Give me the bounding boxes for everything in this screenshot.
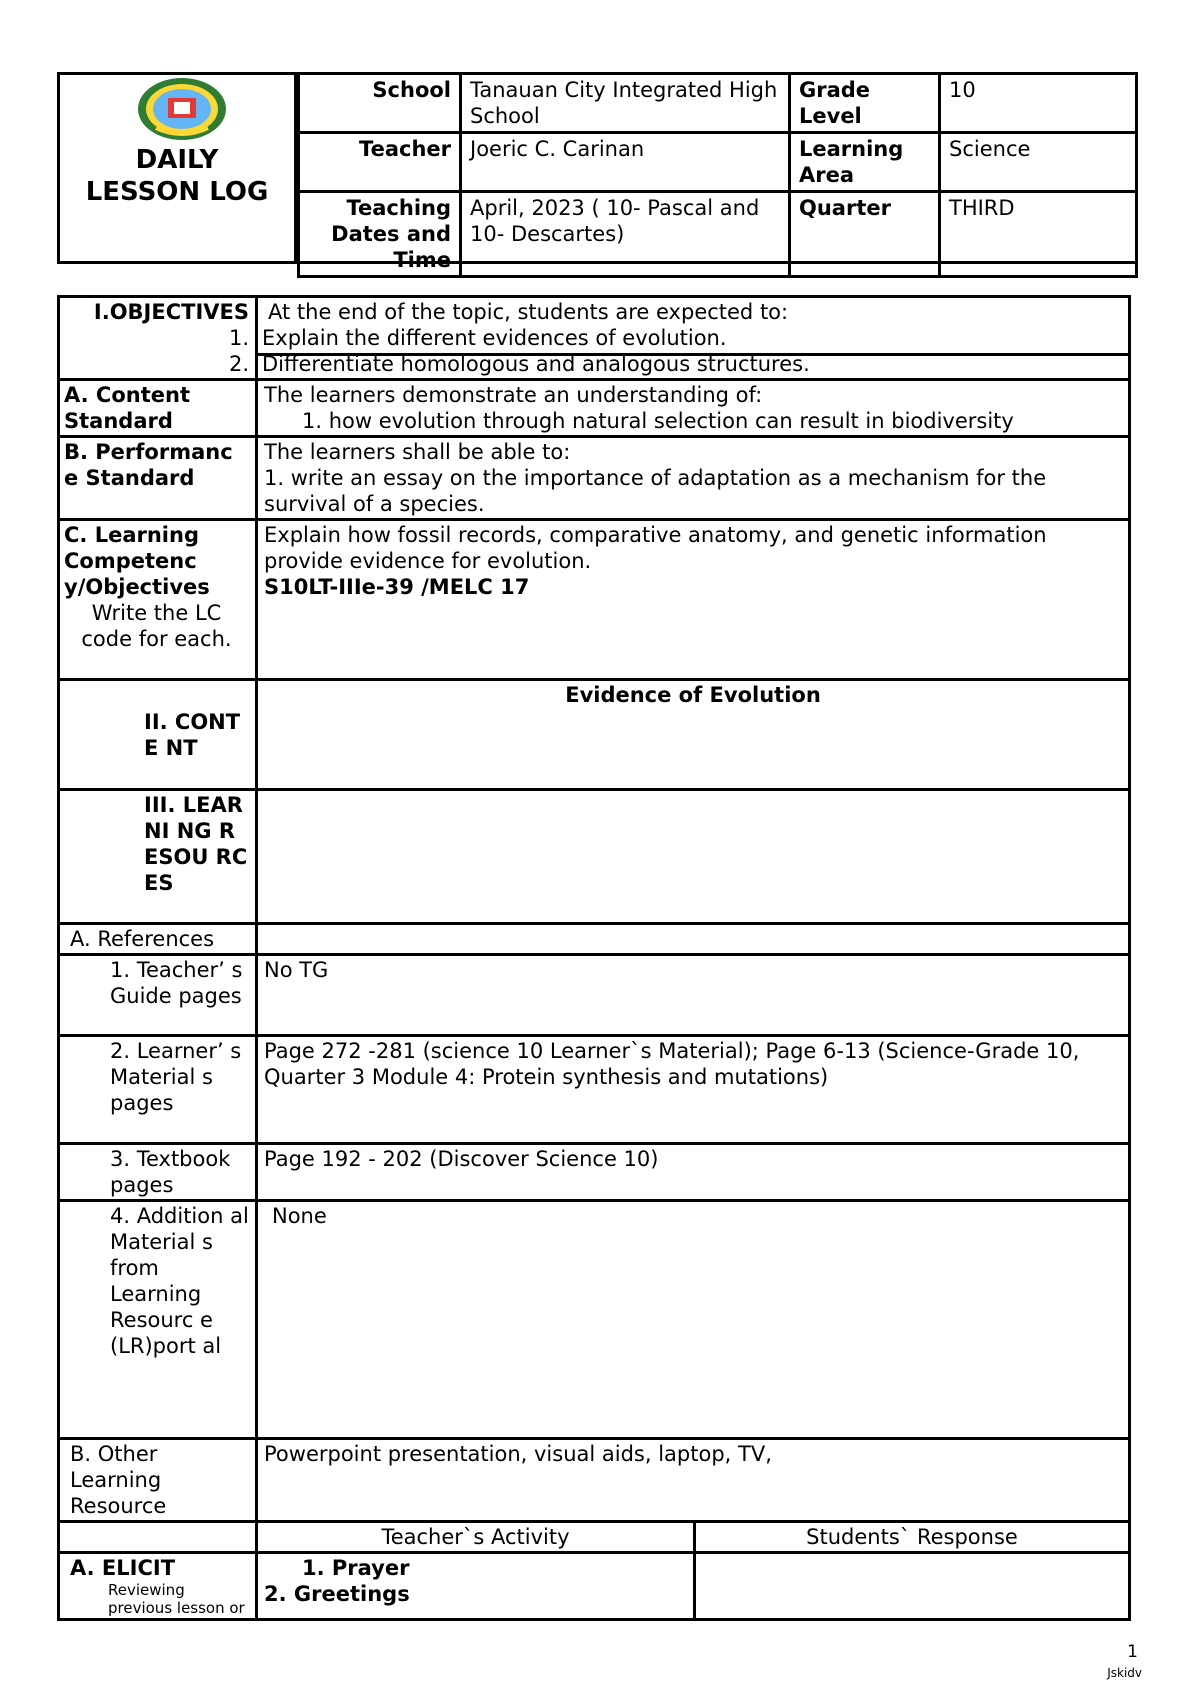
tb-label: 3. Textbook pages bbox=[59, 1144, 257, 1201]
document-title bbox=[57, 144, 297, 208]
content-standard-line-1: The learners demonstrate an understanding of: bbox=[264, 383, 763, 407]
competencies-text: Explain how fossil records, comparative anatomy, and genetic information provide evidence for evolution. bbox=[264, 523, 1047, 573]
dates-label: Teaching Dates and Time bbox=[299, 192, 461, 277]
references-empty bbox=[257, 924, 1130, 955]
objectives-intro: At the end of the topic, students are expected to: bbox=[268, 300, 789, 324]
content-standard-value bbox=[257, 380, 1130, 437]
objectives-label-cell bbox=[59, 297, 257, 380]
elicit-label: A. ELICIT bbox=[70, 1556, 176, 1580]
dates-value: April, 2023 ( 10- Pascal and 10- Descartes) bbox=[461, 192, 790, 277]
objective-2-number: 2. bbox=[228, 352, 249, 376]
additional-value: None bbox=[257, 1201, 1130, 1439]
teacher-label: Teacher bbox=[299, 133, 461, 192]
performance-standard-line-2: 1. write an essay on the importance of adaptation as a mechanism for the survival of a species. bbox=[264, 466, 1047, 516]
tg-label: 1. Teacher’ s Guide pages bbox=[59, 955, 257, 1036]
other-resources-value: Powerpoint presentation, visual aids, laptop, TV, bbox=[257, 1439, 1130, 1522]
content-standard-label: A. Content Standard bbox=[59, 380, 257, 437]
objectives-label: I.OBJECTIVES bbox=[93, 300, 249, 324]
school-label: School bbox=[299, 74, 461, 133]
lm-label: 2. Learner’ s Material s pages bbox=[59, 1036, 257, 1144]
title-line-2: LESSON LOG bbox=[85, 177, 269, 207]
elicit-label-cell bbox=[59, 1553, 257, 1620]
resources-label: III. LEARNI NG RESOU RCES bbox=[59, 790, 257, 924]
procedure-header-empty bbox=[59, 1522, 257, 1553]
footer-tag: Jskidv bbox=[1107, 1666, 1142, 1680]
objective-1-number: 1. bbox=[228, 326, 249, 350]
header-info-grid bbox=[297, 72, 1138, 272]
tg-value: No TG bbox=[257, 955, 1130, 1036]
competencies-sublabel: Write the LC code for each. bbox=[81, 601, 232, 651]
lm-value: Page 272 -281 (science 10 Learner`s Material); Page 6-13 (Science-Grade 10, Quarter 3 Module 4: Protein synthesis and mutations) bbox=[257, 1036, 1130, 1144]
grade-value: 10 bbox=[940, 74, 1137, 133]
other-resources-label: B. Other Learning Resource bbox=[59, 1439, 257, 1522]
competencies-label: C. Learning Competenc y/Objectives bbox=[64, 523, 210, 599]
competencies-value bbox=[257, 520, 1130, 680]
competencies-code: S10LT-IIIe-39 /MELC 17 bbox=[264, 575, 530, 599]
objective-2: Differentiate homologous and analogous structures. bbox=[262, 352, 810, 376]
student-response-header: Students` Response bbox=[695, 1522, 1130, 1553]
tb-value: Page 192 - 202 (Discover Science 10) bbox=[257, 1144, 1130, 1201]
elicit-student-response bbox=[695, 1553, 1130, 1620]
title-line-1: DAILY bbox=[135, 145, 219, 175]
quarter-value: THIRD bbox=[940, 192, 1137, 277]
school-value: Tanauan City Integrated High School bbox=[461, 74, 790, 133]
teacher-activity-header: Teacher`s Activity bbox=[257, 1522, 695, 1553]
school-seal-icon bbox=[136, 76, 228, 142]
elicit-teacher-activity bbox=[257, 1553, 695, 1620]
objective-1: Explain the different evidences of evolution. bbox=[262, 326, 727, 350]
content-label: II. CONTE NT bbox=[59, 680, 257, 790]
page-number: 1 bbox=[1127, 1642, 1138, 1662]
performance-standard-line-1: The learners shall be able to: bbox=[264, 440, 571, 464]
resources-empty bbox=[257, 790, 1130, 924]
step-prayer: 1. Prayer bbox=[302, 1556, 410, 1580]
area-label: Learning Area bbox=[790, 133, 940, 192]
additional-label: 4. Addition al Material s from Learning Resourc e (LR)port al bbox=[59, 1201, 257, 1439]
quarter-label: Quarter bbox=[790, 192, 940, 277]
performance-standard-value bbox=[257, 437, 1130, 520]
performance-standard-label: B. Performanc e Standard bbox=[59, 437, 257, 520]
grade-label: Grade Level bbox=[790, 74, 940, 133]
lesson-log-table bbox=[57, 295, 1131, 1621]
area-value: Science bbox=[940, 133, 1137, 192]
competencies-label-cell bbox=[59, 520, 257, 680]
content-value: Evidence of Evolution bbox=[257, 680, 1130, 790]
objectives-content bbox=[257, 297, 1130, 380]
references-label: A. References bbox=[59, 924, 257, 955]
step-greetings: 2. Greetings bbox=[264, 1582, 410, 1606]
teacher-value: Joeric C. Carinan bbox=[461, 133, 790, 192]
elicit-sublabel: Reviewing previous lesson or bbox=[108, 1581, 245, 1617]
content-standard-line-2: 1. how evolution through natural selection can result in biodiversity bbox=[302, 409, 1014, 433]
